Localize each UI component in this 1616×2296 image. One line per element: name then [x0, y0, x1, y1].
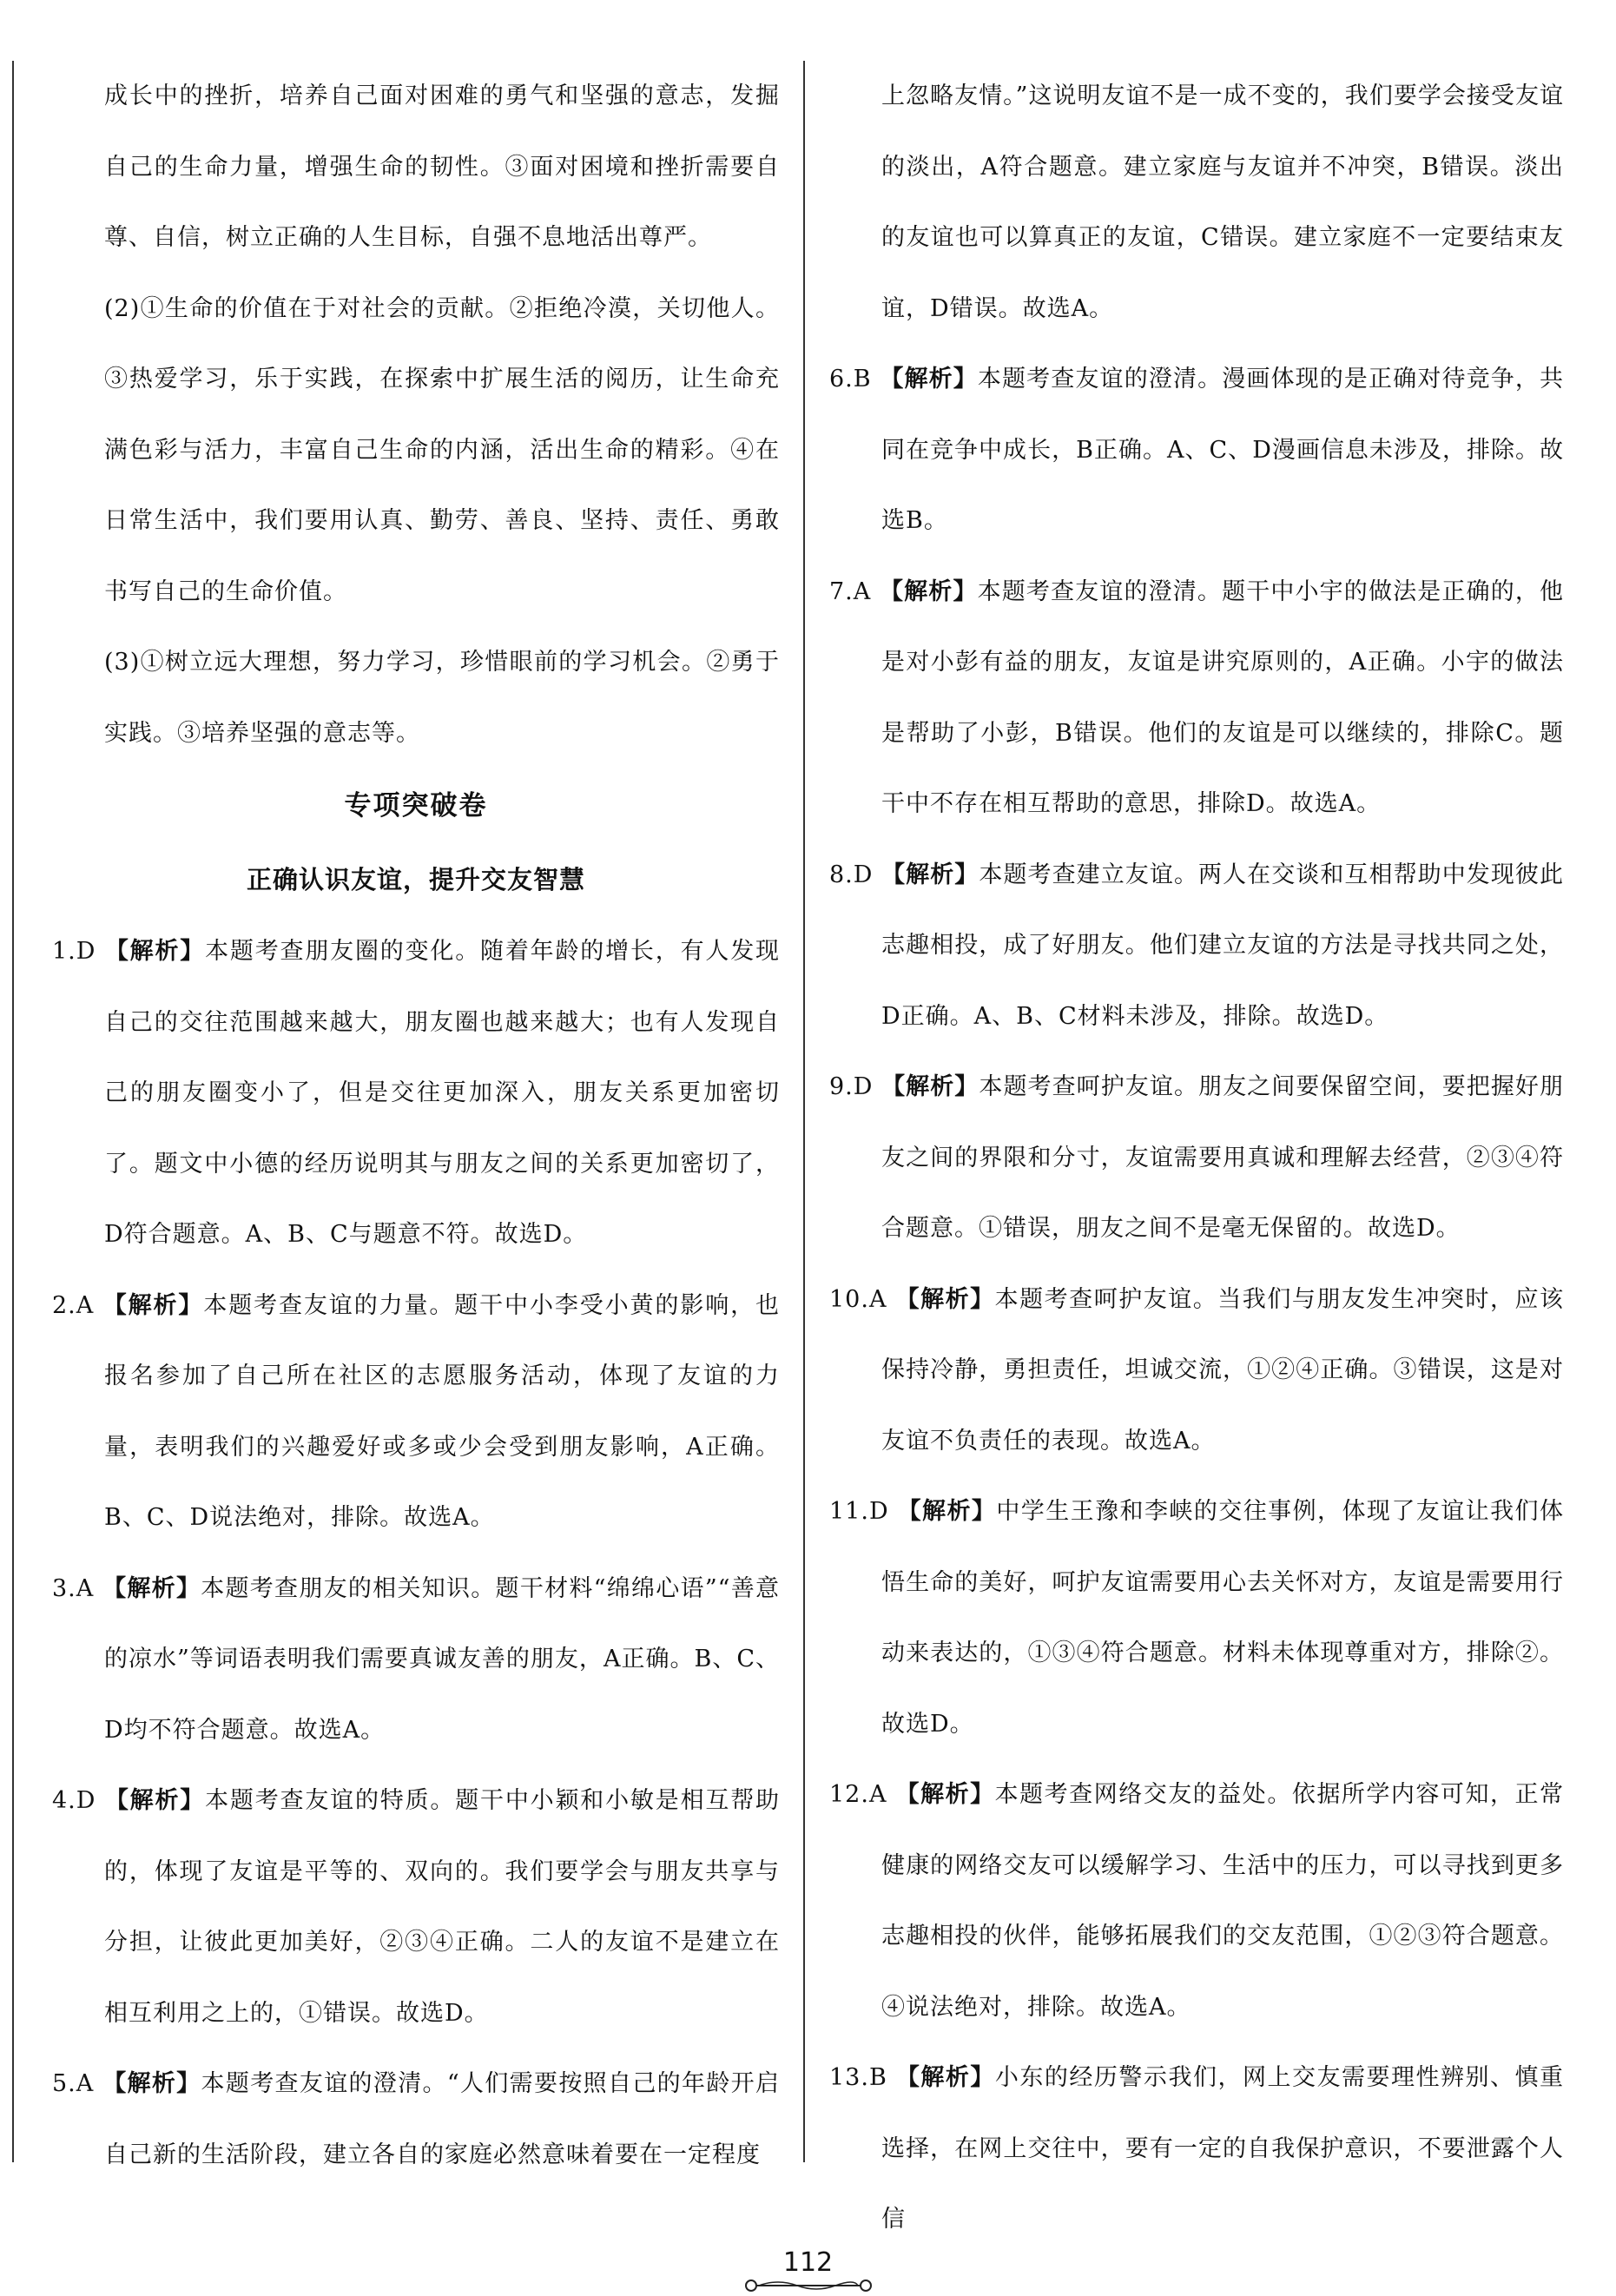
answer-text: 本题考查友谊的澄清。题干中小宇的做法是正确的，他是对小彭有益的朋友，友谊是讲究原则的，A正确。小宇的做法是帮助了小彭，B错误。他们的友谊是可以继续的，排除C。题干中不存在相互帮助的意思，排除D。故选A。	[881, 577, 1564, 817]
page-footer	[0, 2247, 1616, 2293]
answer-number: 11.D	[829, 1498, 889, 1525]
answer-item	[52, 1765, 780, 2049]
answer-text: 中学生王豫和李峡的交往事例，体现了友谊让我们体悟生命的美好，呵护友谊需要用心去关怀对方，友谊是需要用行动来表达的，①③④符合题意。材料未体现尊重对方，排除②。故选D。	[881, 1498, 1564, 1738]
page-number: 112	[782, 2247, 834, 2278]
answer-text: 本题考查朋友圈的变化。随着年龄的增长，有人发现自己的交往范围越来越大，朋友圈也越来越大；也有人发现自己的朋友圈变小了，但是交往更加深入，朋友关系更加密切了。题文中小德的经历说明其与朋友之间的关系更加密切了，D符合题意。A、B、C与题意不符。故选D。	[104, 938, 781, 1248]
answer-number: 5.A	[52, 2070, 95, 2097]
answer-number: 6.B	[829, 366, 872, 393]
answer-continuation: 成长中的挫折，培养自己面对困难的勇气和坚强的意志，发掘自己的生命力量，增强生命的韧性。③面对困境和挫折需要自尊、自信，树立正确的人生目标，自强不息地活出尊严。	[104, 82, 780, 251]
left-column	[52, 61, 780, 2190]
answer-text: 本题考查呵护友谊。朋友之间要保留空间，要把握好朋友之间的界限和分寸，友谊需要用真诚和理解去经营，②③④符合题意。①错误，朋友之间不是毫无保留的。故选D。	[881, 1073, 1565, 1242]
page-ornament-icon	[743, 2279, 874, 2293]
right-column	[829, 61, 1564, 2255]
answer-number: 3.A	[52, 1574, 95, 1602]
answer-text: 小东的经历警示我们，网上交友需要理性辨别、慎重选择，在网上交往中，要有一定的自我保护意识，不要泄露个人信	[881, 2064, 1565, 2233]
answer-number: 1.D	[52, 938, 96, 965]
answer-item	[829, 1264, 1564, 1477]
answer-text: 本题考查友谊的澄清。漫画体现的是正确对待竞争，共同在竞争中成长，B正确。A、C、D漫画信息未涉及，排除。故选B。	[881, 366, 1564, 534]
answer-part-3: (3)①树立远大理想，努力学习，珍惜眼前的学习机会。②勇于实践。③培养坚强的意志等。	[104, 649, 780, 747]
answer-item	[52, 916, 780, 1270]
column-divider	[803, 61, 805, 2162]
answer-number: 9.D	[829, 1073, 874, 1100]
analysis-tag: 【解析】	[897, 1498, 997, 1525]
analysis-tag: 【解析】	[895, 1781, 995, 1808]
answer-part-2: (2)①生命的价值在于对社会的贡献。②拒绝冷漠，关切他人。③热爱学习，乐于实践，在探索中扩展生活的阅历，让生命充满色彩与活力，丰富自己生命的内涵，活出生命的精彩。④在日常生活中，我们要用认真、勤劳、善良、坚持、责任、勇敢书写自己的生命价值。	[104, 294, 780, 605]
analysis-tag: 【解析】	[881, 1073, 979, 1100]
left-margin-rule	[12, 61, 14, 2162]
answer-item	[52, 1270, 780, 1554]
answer-continuation: 上忽略友情。”这说明友谊不是一成不变的，我们要学会接受友谊的淡出，A符合题意。建立家庭与友谊并不冲突，B错误。淡出的友谊也可以算真正的友谊，C错误。建立家庭不一定要结束友谊，D错误。故选A。	[881, 82, 1564, 322]
answer-item	[829, 2042, 1564, 2255]
analysis-tag: 【解析】	[104, 1787, 206, 1814]
answer-text: 本题考查朋友的相关知识。题干材料“绵绵心语”“善意的凉水”等词语表明我们需要真诚友善的朋友，A正确。B、C、D均不符合题意。故选A。	[104, 1574, 780, 1744]
answer-text: 本题考查友谊的澄清。“人们需要按照自己的年龄开启自己新的生活阶段，建立各自的家庭必然意味着要在一定程度	[104, 2070, 780, 2168]
answer-item	[829, 557, 1564, 840]
analysis-tag: 【解析】	[895, 2064, 995, 2091]
answer-item	[52, 2049, 780, 2190]
answer-number: 4.D	[52, 1787, 96, 1814]
answer-item	[829, 840, 1564, 1052]
answer-number: 8.D	[829, 861, 874, 888]
answer-text: 本题考查友谊的特质。题干中小颖和小敏是相互帮助的，体现了友谊是平等的、双向的。我们要学会与朋友共享与分担，让彼此更加美好，②③④正确。二人的友谊不是建立在相互利用之上的，①错误。故选D。	[104, 1787, 781, 2027]
answer-item	[52, 1554, 780, 1766]
answer-item	[829, 344, 1564, 557]
analysis-tag: 【解析】	[895, 1285, 995, 1313]
answer-item	[829, 1759, 1564, 2042]
answer-text: 本题考查建立友谊。两人在交谈和互相帮助中发现彼此志趣相投，成了好朋友。他们建立友谊的方法是寻找共同之处，D正确。A、B、C材料未涉及，排除。故选D。	[881, 861, 1565, 1030]
section-title: 专项突破卷	[344, 790, 488, 821]
analysis-tag: 【解析】	[104, 938, 206, 965]
analysis-tag: 【解析】	[881, 861, 979, 888]
answer-number: 13.B	[829, 2064, 887, 2091]
answer-item	[829, 1476, 1564, 1759]
answer-number: 10.A	[829, 1285, 887, 1313]
analysis-tag: 【解析】	[102, 1574, 201, 1602]
answer-text: 本题考查呵护友谊。当我们与朋友发生冲突时，应该保持冷静，勇担责任，坦诚交流，①②④正确。③错误，这是对友谊不负责任的表现。故选A。	[881, 1285, 1565, 1455]
analysis-tag: 【解析】	[880, 366, 978, 393]
analysis-tag: 【解析】	[880, 577, 978, 605]
answer-item	[829, 1052, 1564, 1264]
answer-number: 2.A	[52, 1291, 95, 1319]
answer-text: 本题考查网络交友的益处。依据所学内容可知，正常健康的网络交友可以缓解学习、生活中的压力，可以寻找到更多志趣相投的伙伴，能够拓展我们的交友范围，①②③符合题意。④说法绝对，排除。故选A。	[881, 1781, 1565, 2021]
answer-text: 本题考查友谊的力量。题干中小李受小黄的影响，也报名参加了自己所在社区的志愿服务活动，体现了友谊的力量，表明我们的兴趣爱好或多或少会受到朋友影响，A正确。B、C、D说法绝对，排除。故选A。	[104, 1291, 780, 1531]
analysis-tag: 【解析】	[102, 2070, 201, 2097]
answer-number: 12.A	[829, 1781, 887, 1808]
analysis-tag: 【解析】	[102, 1291, 204, 1319]
section-subtitle: 正确认识友谊，提升交友智慧	[246, 865, 585, 894]
answer-number: 7.A	[829, 577, 872, 605]
